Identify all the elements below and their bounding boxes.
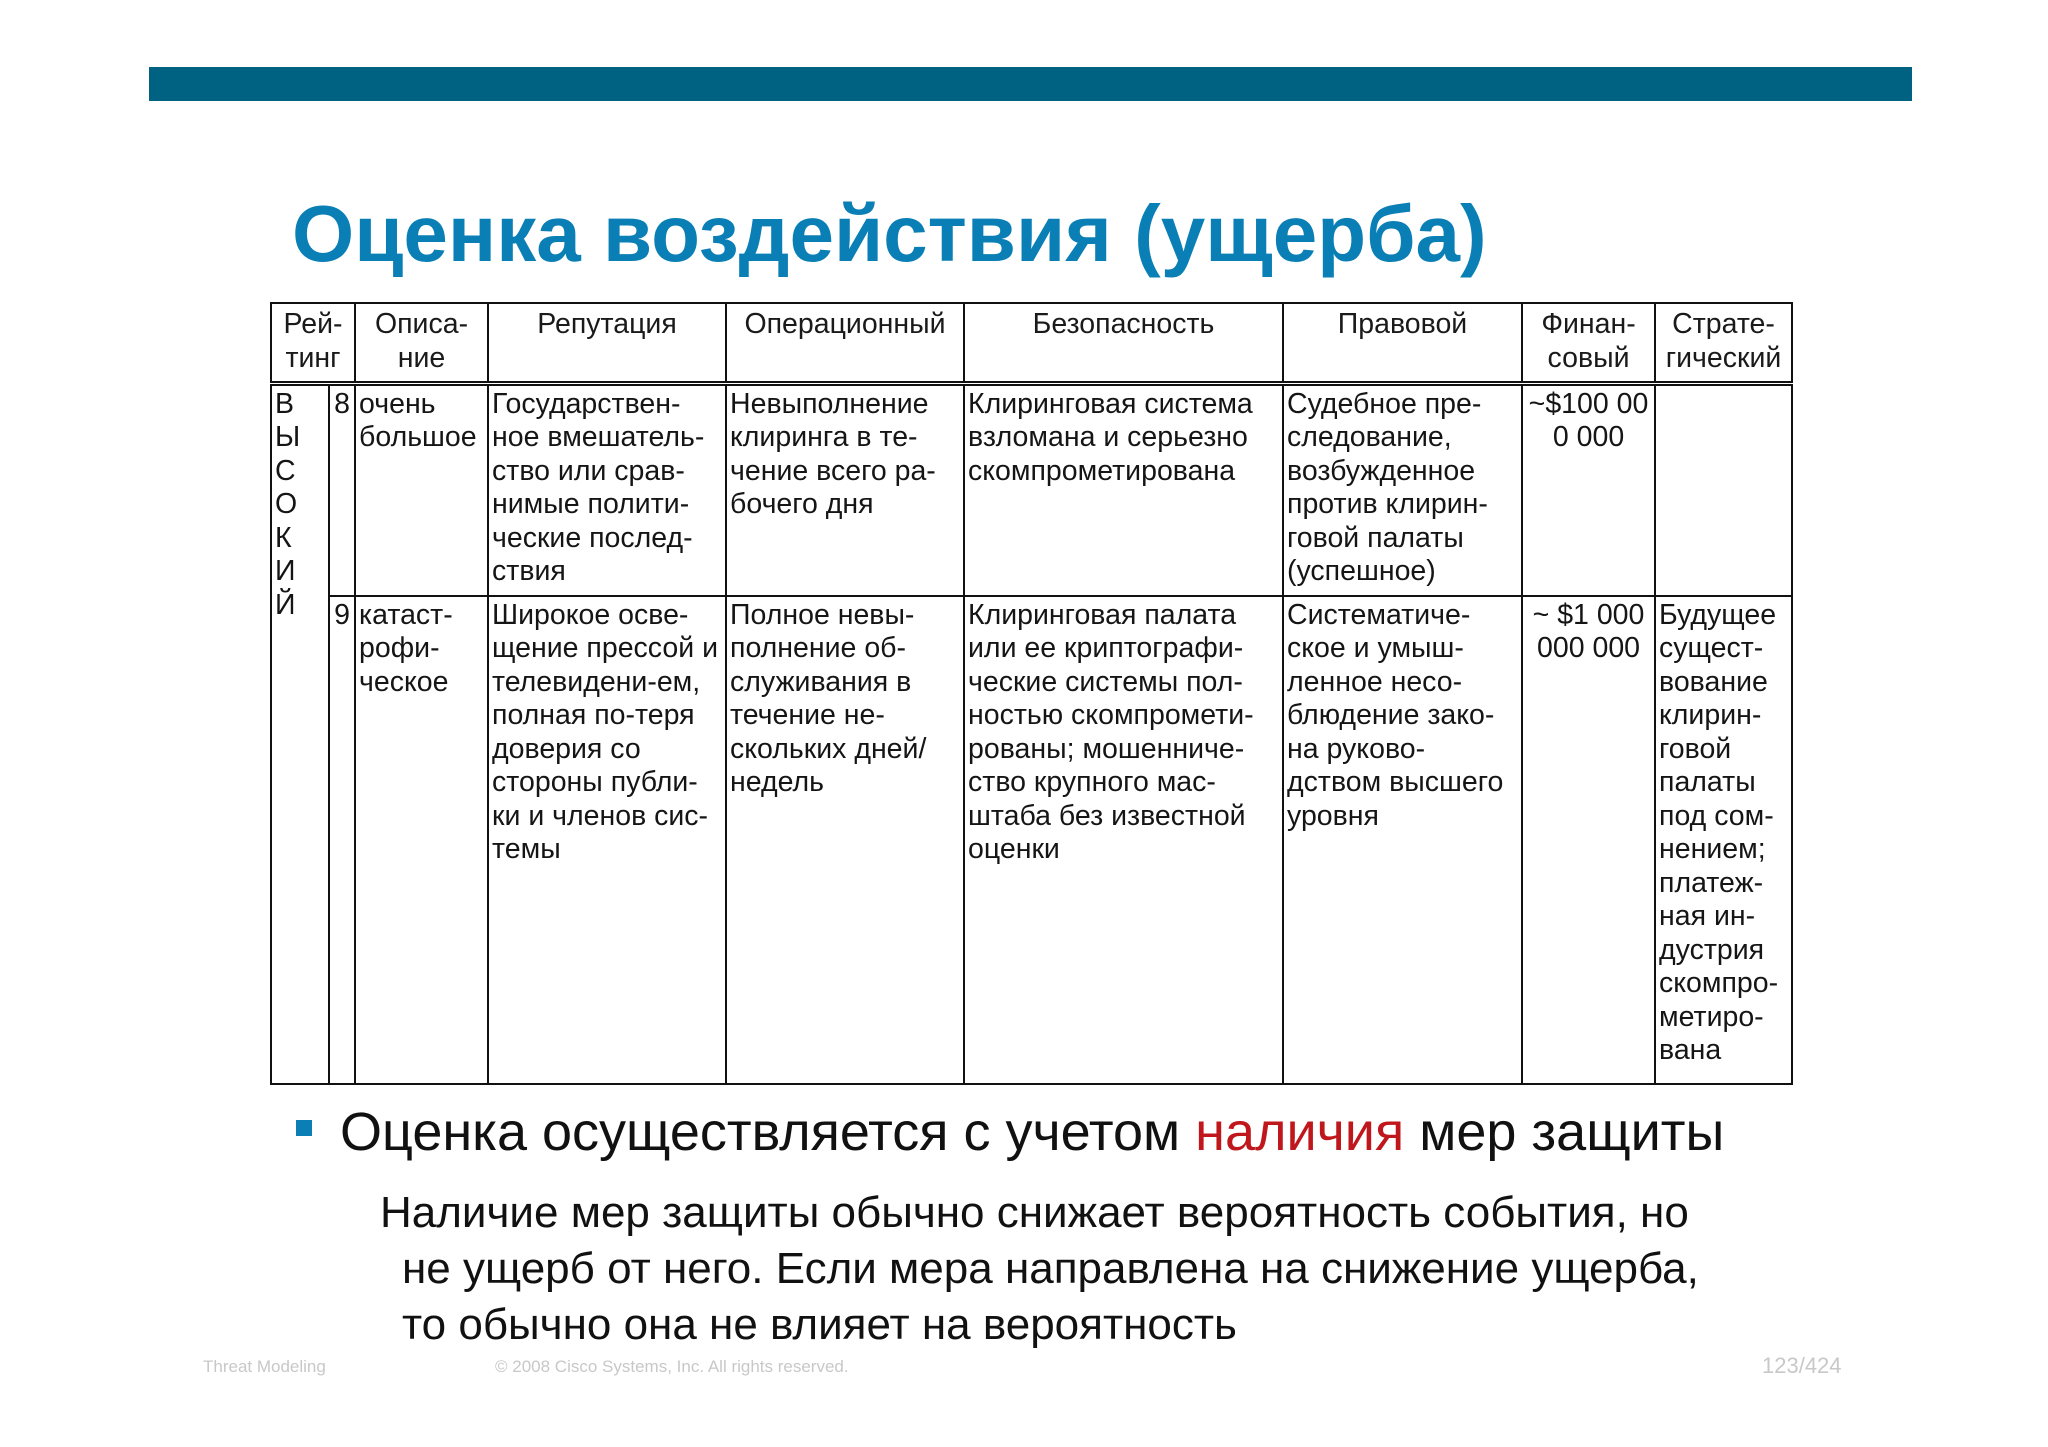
slide-title: Оценка воздействия (ущерба) [292,189,1487,278]
bullet-text-before: Оценка осуществляется с учетом [340,1102,1196,1162]
header-description: Описа-ние [355,303,488,383]
bullet-highlight: наличия [1195,1102,1405,1162]
cell-strategic: Будущее сущест-вование клирин-говой палаты под сом-нением; платеж-ная ин-дустрия скомпро-метиро-вана [1655,596,1792,1084]
footer-copyright: © 2008 Cisco Systems, Inc. All rights reserved. [495,1357,849,1376]
header-legal: Правовой [1283,303,1522,383]
header-reputation: Репутация [488,303,726,383]
cell-description: катаст-рофи-ческое [355,596,488,1084]
sub-line-2: не ущерб от него. Если мера направлена на снижение ущерба, [402,1244,1699,1293]
cell-financial: ~ $1 000 000 000 [1522,596,1655,1084]
cell-reputation: Государствен-ное вмешатель-ство или срав-нимые полити-ческие послед-ствия [488,383,726,596]
rating-letter: В [275,387,295,420]
bullet-point [296,1100,1724,1164]
top-bar [149,67,1912,101]
cell-description: очень большое [355,383,488,596]
page-number: 123/424 [1762,1353,1842,1378]
rating-number: 9 [329,596,355,1084]
footer-course-title: Threat Modeling [203,1357,326,1376]
sub-line-1: Наличие мер защиты обычно снижает вероятность события, но [380,1188,1689,1237]
bullet-text-after: мер защиты [1404,1102,1725,1162]
cell-security: Клиринговая система взломана и серьезно скомпрометирована [964,383,1283,596]
impact-table [270,302,1793,1085]
cell-operational: Полное невы-полнение об-служивания в течение не-скольких дней/недель [726,596,964,1084]
header-rating: Рей-тинг [271,303,355,383]
rating-letter: К [275,521,292,554]
rating-letter: Ы [275,421,301,453]
rating-letter: И [275,555,296,587]
rating-number: 8 [329,383,355,596]
cell-financial: ~$100 00 0 000 [1522,383,1655,596]
cell-reputation: Широкое осве-щение прессой и телевидени-ем, полная по-теря доверия со стороны публи-ки и членов сис-темы [488,596,726,1084]
header-operational: Операционный [726,303,964,383]
table-header-row [271,303,1792,383]
header-security: Безопасность [964,303,1283,383]
impact-table-container [270,302,1791,1085]
cell-legal: Систематиче-ское и умыш-ленное несо-блюдение зако-на руково-дством высшего уровня [1283,596,1522,1084]
cell-security: Клиринговая палата или ее криптографи-ческие системы пол-ностью скомпромети-рованы; мошенниче-ство крупного мас-штаба без известной оценки [964,596,1283,1084]
cell-strategic [1655,383,1792,596]
rating-letter: Й [275,588,296,621]
sub-paragraph [380,1185,1880,1353]
rating-level-vertical [271,383,329,1084]
header-financial: Финан-совый [1522,303,1655,383]
square-bullet-icon [296,1120,312,1136]
table-row-9 [271,596,1792,1084]
sub-line-3: то обычно она не влияет на вероятность [402,1300,1237,1349]
rating-letter: О [275,488,298,520]
table-row-8 [271,383,1792,596]
cell-operational: Невыполнение клиринга в те-чение всего ра-бочего дня [726,383,964,596]
rating-letter: С [275,454,296,487]
cell-legal: Судебное пре-следование, возбужденное против клирин-говой палаты (успешное) [1283,383,1522,596]
header-strategic: Страте-гический [1655,303,1792,383]
